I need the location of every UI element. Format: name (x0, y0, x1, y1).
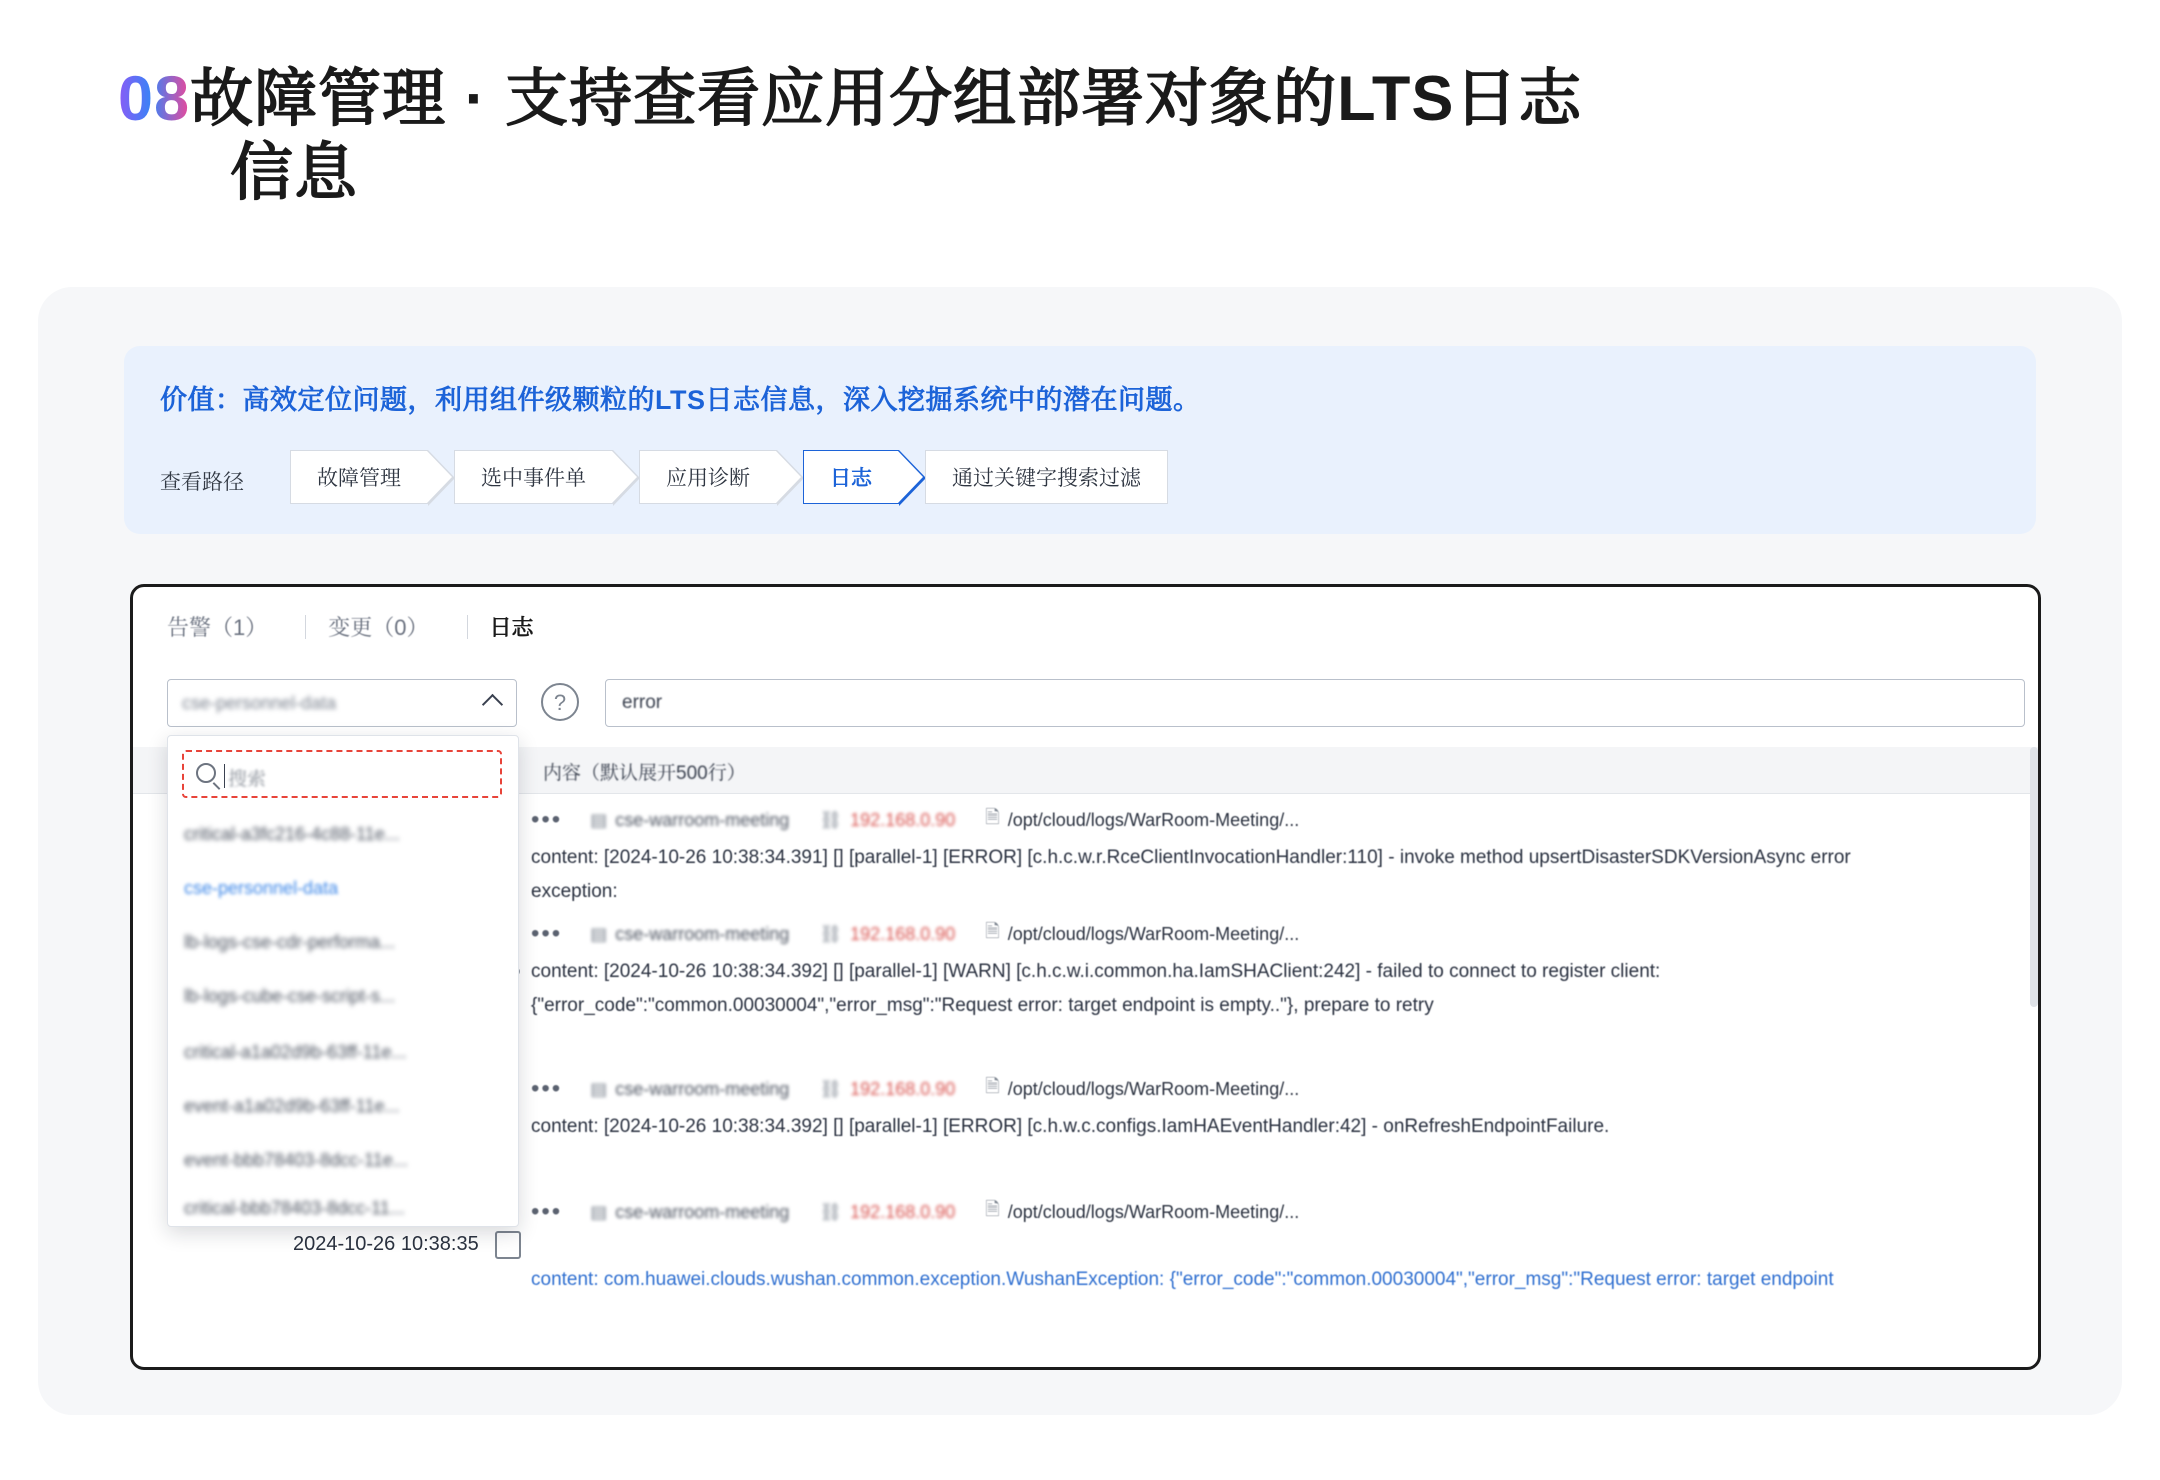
log-stream-select-value: cse-personnel-data (182, 693, 337, 713)
box-icon: ▤ (590, 1201, 608, 1222)
file-icon: 🗎 (985, 921, 1000, 941)
dropdown-item[interactable]: critical-bbb78403-8dcc-11... (184, 1198, 405, 1218)
dropdown-search-placeholder: 搜索 (228, 769, 267, 790)
breadcrumb (290, 450, 1194, 504)
dropdown-item[interactable]: critical-a1a02d9b-63ff-11e... (184, 1042, 407, 1062)
dropdown-item-selected[interactable]: cse-personnel-data (184, 878, 339, 898)
box-icon: ▤ (590, 923, 608, 944)
row-ip: ⛓ 192.168.0.90 (819, 809, 956, 830)
breadcrumb-step-2[interactable]: 选中事件单 (454, 450, 613, 504)
scrollbar[interactable] (2030, 747, 2038, 1007)
dropdown-item[interactable]: event-bbb78403-8dcc-11e... (184, 1150, 408, 1170)
dropdown-search-input[interactable] (182, 750, 502, 798)
row-ip: ⛓ 192.168.0.90 (819, 923, 956, 944)
row-content-line1: content: [2024-10-26 10:38:34.392] [] [parallel-1] [ERROR] [c.h.w.c.configs.IamHAEventHandler:42] - onRefreshEndpointFailure. (531, 1116, 1610, 1137)
row-content-line1: content: [2024-10-26 10:38:34.392] [] [parallel-1] [WARN] [c.h.c.w.i.common.ha.IamSHAClient:242] - failed to connect to register client: (531, 961, 1661, 982)
tab-alarms[interactable]: 告警（1） (167, 615, 268, 640)
row-expand-dots[interactable]: ••• (531, 920, 563, 947)
row-path: 🗎 /opt/cloud/logs/WarRoom-Meeting/... (985, 919, 1299, 949)
row-ip: ⛓ 192.168.0.90 (819, 1201, 956, 1222)
row-content-line1: content: [2024-10-26 10:38:34.391] [] [parallel-1] [ERROR] [c.h.c.w.r.RceClientInvocationHandler:110] - invoke method upsertDisasterSDKVersionAsync error (531, 847, 1851, 868)
file-icon: 🗎 (985, 1199, 1000, 1219)
dropdown-item[interactable]: lb-logs-cse-cdr-performa... (184, 932, 396, 952)
log-stream-dropdown[interactable] (167, 735, 519, 1227)
value-text: 价值：高效定位问题，利用组件级颗粒的LTS日志信息，深入挖掘系统中的潜在问题。 (160, 385, 1201, 415)
row-ip: ⛓ 192.168.0.90 (819, 1078, 956, 1099)
row-expand-dots[interactable]: ••• (531, 1075, 563, 1102)
file-icon: 🗎 (985, 1076, 1000, 1096)
app-screenshot (130, 584, 2041, 1370)
row-meta (531, 1074, 1329, 1104)
dropdown-item[interactable]: event-a1a02d9b-63ff-11e... (184, 1096, 400, 1116)
breadcrumb-step-1[interactable]: 故障管理 (290, 450, 428, 504)
row-meta (531, 919, 1329, 949)
dropdown-item[interactable]: critical-a3fc216-4c88-11e... (184, 824, 400, 844)
link-icon: ⛓ (819, 923, 843, 944)
row-service: ▤ cse-warroom-meeting (590, 809, 790, 830)
copy-icon[interactable] (495, 1231, 521, 1259)
search-input[interactable] (605, 679, 2025, 727)
file-icon: 🗎 (985, 807, 1000, 827)
box-icon: ▤ (590, 809, 608, 830)
log-stream-select[interactable] (167, 679, 517, 727)
search-icon (196, 763, 216, 783)
row-content-line1: content: com.huawei.clouds.wushan.common.exception.WushanException: {"error_code":"common.00030004","error_msg":"Request error: target endpoint (531, 1269, 1834, 1290)
row-service: ▤ cse-warroom-meeting (590, 923, 790, 944)
row-content-line2: {"error_code":"common.00030004","error_msg":"Request error: target endpoint is empty.."}, prepare to retry (531, 995, 1434, 1016)
chevron-up-icon (482, 694, 503, 715)
breadcrumb-step-3[interactable]: 应用诊断 (639, 450, 777, 504)
row-path: 🗎 /opt/cloud/logs/WarRoom-Meeting/... (985, 805, 1299, 835)
slide-title-line2: 信息 (230, 138, 358, 209)
row-content-line2: exception: (531, 881, 618, 902)
row-service: ▤ cse-warroom-meeting (590, 1078, 790, 1099)
tab-divider-2 (467, 615, 468, 639)
value-banner (124, 346, 2036, 534)
link-icon: ⛓ (819, 1201, 843, 1222)
question-mark-icon[interactable]: ? (541, 683, 579, 721)
row-expand-dots[interactable]: ••• (531, 1198, 563, 1225)
link-icon: ⛓ (819, 809, 843, 830)
box-icon: ▤ (590, 1078, 608, 1099)
row-expand-dots[interactable]: ••• (531, 806, 563, 833)
row-service: ▤ cse-warroom-meeting (590, 1201, 790, 1222)
tab-changes[interactable]: 变更（0） (328, 615, 429, 640)
slide-title-line1: 故障管理 · 支持查看应用分组部署对象的LTS日志 (190, 64, 1583, 134)
text-cursor (224, 764, 225, 788)
breadcrumb-step-5[interactable]: 通过关键字搜索过滤 (925, 450, 1168, 504)
row-path: 🗎 /opt/cloud/logs/WarRoom-Meeting/... (985, 1074, 1299, 1104)
screenshot-tabs (167, 611, 550, 642)
dropdown-item[interactable]: lb-logs-cube-cse-script-s... (184, 986, 396, 1006)
row-meta (531, 1197, 1329, 1227)
search-input-value: error (622, 692, 663, 713)
row-timestamp: 2024-10-26 10:38:35 (293, 1233, 479, 1255)
row-path: 🗎 /opt/cloud/logs/WarRoom-Meeting/... (985, 1197, 1299, 1227)
slide-number: 08 (118, 64, 191, 134)
column-content-header: 内容（默认展开500行） (543, 763, 746, 784)
link-icon: ⛓ (819, 1078, 843, 1099)
page-title (118, 62, 2018, 211)
path-label: 查看路径 (160, 471, 244, 494)
breadcrumb-step-4[interactable]: 日志 (803, 450, 899, 504)
tab-logs[interactable]: 日志 (489, 615, 534, 640)
tab-divider-1 (305, 615, 306, 639)
row-meta (531, 805, 1329, 835)
